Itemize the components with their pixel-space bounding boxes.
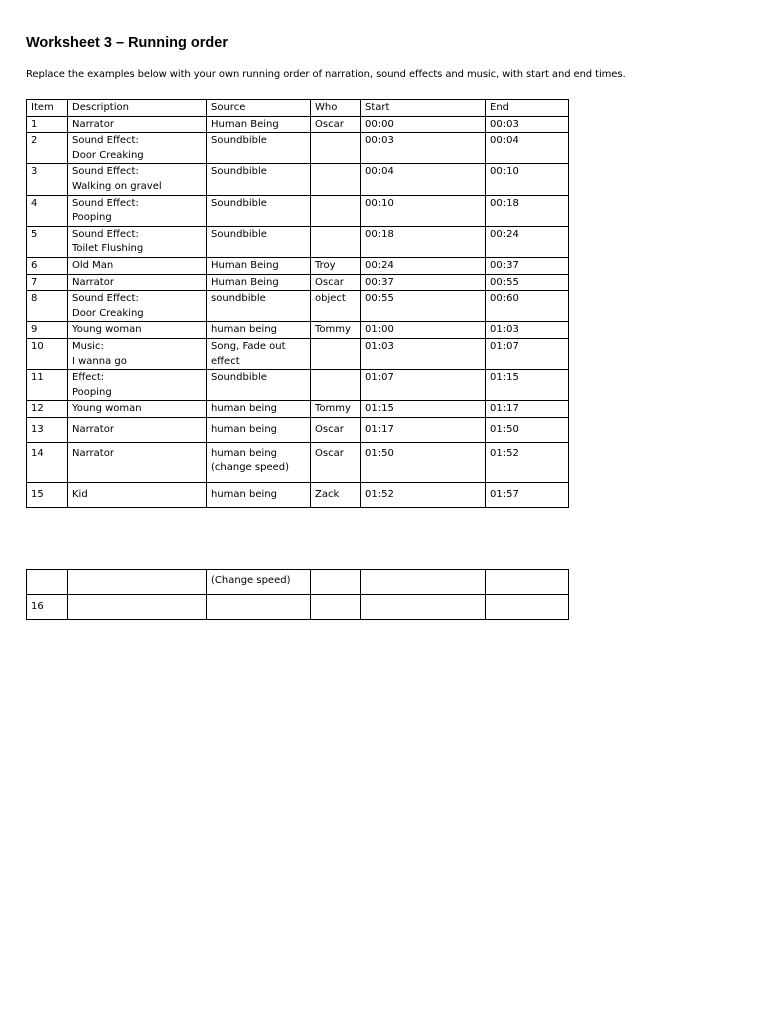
cell-item xyxy=(27,482,68,507)
cell-item-line-1: 4 xyxy=(31,197,38,209)
cell-source xyxy=(207,133,311,164)
cell-description xyxy=(68,116,207,133)
cell-end xyxy=(486,322,569,339)
cell-item xyxy=(27,442,68,482)
cell-who-line-1: Oscar xyxy=(315,424,344,436)
cell-end-line-1: 01:57 xyxy=(490,489,519,501)
cell-who xyxy=(311,401,361,418)
cell-start xyxy=(361,338,486,369)
cell-end-line-1: 00:60 xyxy=(490,293,519,305)
cell-start xyxy=(361,595,486,620)
table-header-row xyxy=(27,100,569,117)
cell-source-line-1: Soundbible xyxy=(211,228,267,240)
cell-description xyxy=(68,274,207,291)
table-row xyxy=(27,370,569,401)
cell-source-line-1: Human Being xyxy=(211,276,279,288)
cell-source-line-1: Soundbible xyxy=(211,135,267,147)
cell-description-line-1: Sound Effect: xyxy=(72,166,139,178)
cell-end xyxy=(486,133,569,164)
cell-end xyxy=(486,226,569,257)
cell-start-line-1: 00:55 xyxy=(365,293,394,305)
table-row xyxy=(27,257,569,274)
cell-end xyxy=(486,116,569,133)
cell-item-line-1: 11 xyxy=(31,372,44,384)
cell-end xyxy=(486,417,569,442)
cell-item-line-1: 14 xyxy=(31,447,44,459)
cell-source xyxy=(207,338,311,369)
cell-end-line-1: 00:55 xyxy=(490,276,519,288)
cell-description-line-1: Young woman xyxy=(72,324,142,336)
cell-end xyxy=(486,291,569,322)
cell-item-line-1: 15 xyxy=(31,489,44,501)
cell-start xyxy=(361,370,486,401)
cell-source-line-1: human being xyxy=(211,447,278,459)
cell-description xyxy=(68,570,207,595)
cell-who xyxy=(311,570,361,595)
cell-description-line-2: I wanna go xyxy=(72,355,127,367)
cell-description xyxy=(68,442,207,482)
cell-start-line-1: 00:37 xyxy=(365,276,394,288)
cell-description-line-1: Narrator xyxy=(72,118,114,130)
table-row xyxy=(27,116,569,133)
cell-who xyxy=(311,164,361,195)
cell-start-line-1: 01:52 xyxy=(365,489,394,501)
table-row xyxy=(27,401,569,418)
cell-start-line-1: 00:04 xyxy=(365,166,394,178)
cell-end-line-1: 00:03 xyxy=(490,118,519,130)
cell-end xyxy=(486,595,569,620)
cell-end-line-1: 01:07 xyxy=(490,340,519,352)
cell-item xyxy=(27,570,68,595)
cell-who xyxy=(311,133,361,164)
cell-end-line-1: 00:37 xyxy=(490,259,519,271)
cell-source-line-1: human being xyxy=(211,403,278,415)
cell-end xyxy=(486,442,569,482)
cell-description-line-1: Sound Effect: xyxy=(72,135,139,147)
cell-source-line-1: Song, Fade out xyxy=(211,340,286,352)
cell-description-line-2: Walking on gravel xyxy=(72,180,162,192)
cell-start xyxy=(361,195,486,226)
cell-item xyxy=(27,401,68,418)
cell-item xyxy=(27,291,68,322)
cell-source: (Change speed) xyxy=(207,570,311,595)
cell-item-line-1: 2 xyxy=(31,135,38,147)
cell-source xyxy=(207,482,311,507)
cell-who-line-1: Tommy xyxy=(315,403,351,415)
cell-end-line-1: 01:50 xyxy=(490,424,519,436)
cell-start xyxy=(361,274,486,291)
cell-source-line-1: Human Being xyxy=(211,118,279,130)
cell-source-line-2: effect xyxy=(211,355,240,367)
cell-source xyxy=(207,291,311,322)
cell-description xyxy=(68,370,207,401)
cell-start-line-1: 01:00 xyxy=(365,324,394,336)
cell-item xyxy=(27,338,68,369)
cell-source xyxy=(207,116,311,133)
cell-source xyxy=(207,442,311,482)
cell-item xyxy=(27,322,68,339)
cell-item xyxy=(27,417,68,442)
cell-end-line-1: 01:15 xyxy=(490,372,519,384)
cell-who xyxy=(311,116,361,133)
cell-end-line-1: 00:04 xyxy=(490,135,519,147)
cell-end xyxy=(486,164,569,195)
cell-end-line-1: 00:10 xyxy=(490,166,519,178)
cell-description xyxy=(68,595,207,620)
table-row xyxy=(27,226,569,257)
cell-item xyxy=(27,195,68,226)
cell-start xyxy=(361,257,486,274)
cell-item xyxy=(27,226,68,257)
cell-item-line-1: 3 xyxy=(31,166,38,178)
cell-description xyxy=(68,322,207,339)
cell-start-line-1: 01:17 xyxy=(365,424,394,436)
table-row xyxy=(27,417,569,442)
cell-who xyxy=(311,338,361,369)
cell-item xyxy=(27,257,68,274)
cell-start xyxy=(361,570,486,595)
cell-start-line-1: 00:10 xyxy=(365,197,394,209)
cell-end-line-1: 01:17 xyxy=(490,403,519,415)
cell-end-line-1: 00:24 xyxy=(490,228,519,240)
cell-item-line-1: 10 xyxy=(31,340,44,352)
cell-start-line-1: 00:18 xyxy=(365,228,394,240)
cell-item-line-1: 5 xyxy=(31,228,38,240)
cell-description-line-1: Narrator xyxy=(72,424,114,436)
cell-description xyxy=(68,226,207,257)
table-row xyxy=(27,195,569,226)
cell-source xyxy=(207,322,311,339)
cell-who-line-1: object xyxy=(315,293,346,305)
cell-source-line-2: (change speed) xyxy=(211,462,289,474)
cell-start xyxy=(361,401,486,418)
table-row xyxy=(27,595,569,620)
cell-source-line-1: Human Being xyxy=(211,259,279,271)
cell-item-line-1: 1 xyxy=(31,118,38,130)
extra-rows-table xyxy=(26,569,569,620)
table-row xyxy=(27,570,569,595)
header-item: Item xyxy=(27,100,68,117)
cell-start-line-1: 01:07 xyxy=(365,372,394,384)
cell-source xyxy=(207,226,311,257)
cell-description xyxy=(68,195,207,226)
cell-source-line-1: human being xyxy=(211,324,278,336)
cell-description-line-2: Toilet Flushing xyxy=(72,243,144,255)
cell-who xyxy=(311,257,361,274)
cell-item: 16 xyxy=(27,595,68,620)
cell-end xyxy=(486,257,569,274)
header-source: Source xyxy=(207,100,311,117)
cell-source xyxy=(207,257,311,274)
cell-start-line-1: 01:50 xyxy=(365,447,394,459)
running-order-table xyxy=(26,99,569,508)
cell-who-line-1: Troy xyxy=(315,259,336,271)
cell-end xyxy=(486,370,569,401)
instructions-text: Replace the examples below with your own running order of narration, sound effects and music, with start and end times. xyxy=(26,69,626,80)
cell-description-line-1: Narrator xyxy=(72,276,114,288)
cell-start-line-1: 00:03 xyxy=(365,135,394,147)
cell-who xyxy=(311,482,361,507)
cell-who xyxy=(311,595,361,620)
cell-item-line-1: 9 xyxy=(31,324,38,336)
cell-start-line-1: 01:03 xyxy=(365,340,394,352)
cell-end xyxy=(486,401,569,418)
cell-description-line-2: Door Creaking xyxy=(72,149,144,161)
cell-end-line-1: 01:52 xyxy=(490,447,519,459)
cell-description xyxy=(68,291,207,322)
cell-who-line-1: Zack xyxy=(315,489,340,501)
cell-description xyxy=(68,257,207,274)
cell-item-line-1: 7 xyxy=(31,276,38,288)
cell-who-line-1: Oscar xyxy=(315,118,344,130)
cell-who-line-1: Tommy xyxy=(315,324,351,336)
cell-description-line-1: Effect: xyxy=(72,372,105,384)
cell-start xyxy=(361,442,486,482)
table-row xyxy=(27,291,569,322)
cell-source xyxy=(207,401,311,418)
cell-item-line-1: 8 xyxy=(31,293,38,305)
cell-start xyxy=(361,482,486,507)
cell-who-line-1: Oscar xyxy=(315,276,344,288)
cell-start xyxy=(361,133,486,164)
cell-end xyxy=(486,570,569,595)
cell-item xyxy=(27,116,68,133)
cell-description-line-1: Music: xyxy=(72,340,104,352)
cell-who xyxy=(311,226,361,257)
cell-item xyxy=(27,133,68,164)
cell-description xyxy=(68,417,207,442)
cell-start xyxy=(361,291,486,322)
cell-item-line-1: 13 xyxy=(31,424,44,436)
cell-description-line-1: Kid xyxy=(72,489,88,501)
header-who: Who xyxy=(311,100,361,117)
cell-source xyxy=(207,370,311,401)
cell-start-line-1: 00:00 xyxy=(365,118,394,130)
cell-item-line-1: 6 xyxy=(31,259,38,271)
cell-source xyxy=(207,195,311,226)
cell-description-line-1: Young woman xyxy=(72,403,142,415)
cell-item xyxy=(27,370,68,401)
cell-source-line-1: soundbible xyxy=(211,293,266,305)
cell-source-line-1: Soundbible xyxy=(211,197,267,209)
cell-description-line-1: Narrator xyxy=(72,447,114,459)
cell-start-line-1: 01:15 xyxy=(365,403,394,415)
cell-description xyxy=(68,401,207,418)
cell-who xyxy=(311,370,361,401)
cell-item xyxy=(27,164,68,195)
cell-description xyxy=(68,338,207,369)
cell-end xyxy=(486,482,569,507)
table-row xyxy=(27,338,569,369)
cell-end-line-1: 00:18 xyxy=(490,197,519,209)
cell-description xyxy=(68,164,207,195)
cell-item-line-1: 12 xyxy=(31,403,44,415)
page-title: Worksheet 3 – Running order xyxy=(26,35,228,51)
cell-who xyxy=(311,291,361,322)
cell-source-line-1: Soundbible xyxy=(211,372,267,384)
cell-start-line-1: 00:24 xyxy=(365,259,394,271)
cell-source xyxy=(207,164,311,195)
header-description: Description xyxy=(68,100,207,117)
cell-who xyxy=(311,442,361,482)
table-row xyxy=(27,322,569,339)
cell-description-line-1: Sound Effect: xyxy=(72,293,139,305)
cell-start xyxy=(361,417,486,442)
cell-item xyxy=(27,274,68,291)
cell-source xyxy=(207,595,311,620)
cell-who xyxy=(311,195,361,226)
cell-end xyxy=(486,274,569,291)
table-row xyxy=(27,442,569,482)
table-row xyxy=(27,164,569,195)
table-row xyxy=(27,482,569,507)
cell-source xyxy=(207,274,311,291)
cell-source-line-1: Soundbible xyxy=(211,166,267,178)
cell-source xyxy=(207,417,311,442)
cell-description xyxy=(68,482,207,507)
cell-description xyxy=(68,133,207,164)
cell-description-line-1: Old Man xyxy=(72,259,114,271)
cell-source-line-1: human being xyxy=(211,424,278,436)
cell-start xyxy=(361,164,486,195)
cell-description-line-2: Pooping xyxy=(72,212,112,224)
table-row xyxy=(27,133,569,164)
cell-description-line-2: Pooping xyxy=(72,386,112,398)
cell-description-line-1: Sound Effect: xyxy=(72,228,139,240)
cell-start xyxy=(361,226,486,257)
cell-start xyxy=(361,116,486,133)
cell-end-line-1: 01:03 xyxy=(490,324,519,336)
cell-source-line-1: human being xyxy=(211,489,278,501)
cell-who xyxy=(311,274,361,291)
cell-start xyxy=(361,322,486,339)
cell-who xyxy=(311,417,361,442)
header-end: End xyxy=(486,100,569,117)
table-row xyxy=(27,274,569,291)
cell-description-line-1: Sound Effect: xyxy=(72,197,139,209)
cell-who xyxy=(311,322,361,339)
cell-end xyxy=(486,195,569,226)
cell-end xyxy=(486,338,569,369)
header-start: Start xyxy=(361,100,486,117)
cell-description-line-2: Door Creaking xyxy=(72,307,144,319)
cell-who-line-1: Oscar xyxy=(315,447,344,459)
